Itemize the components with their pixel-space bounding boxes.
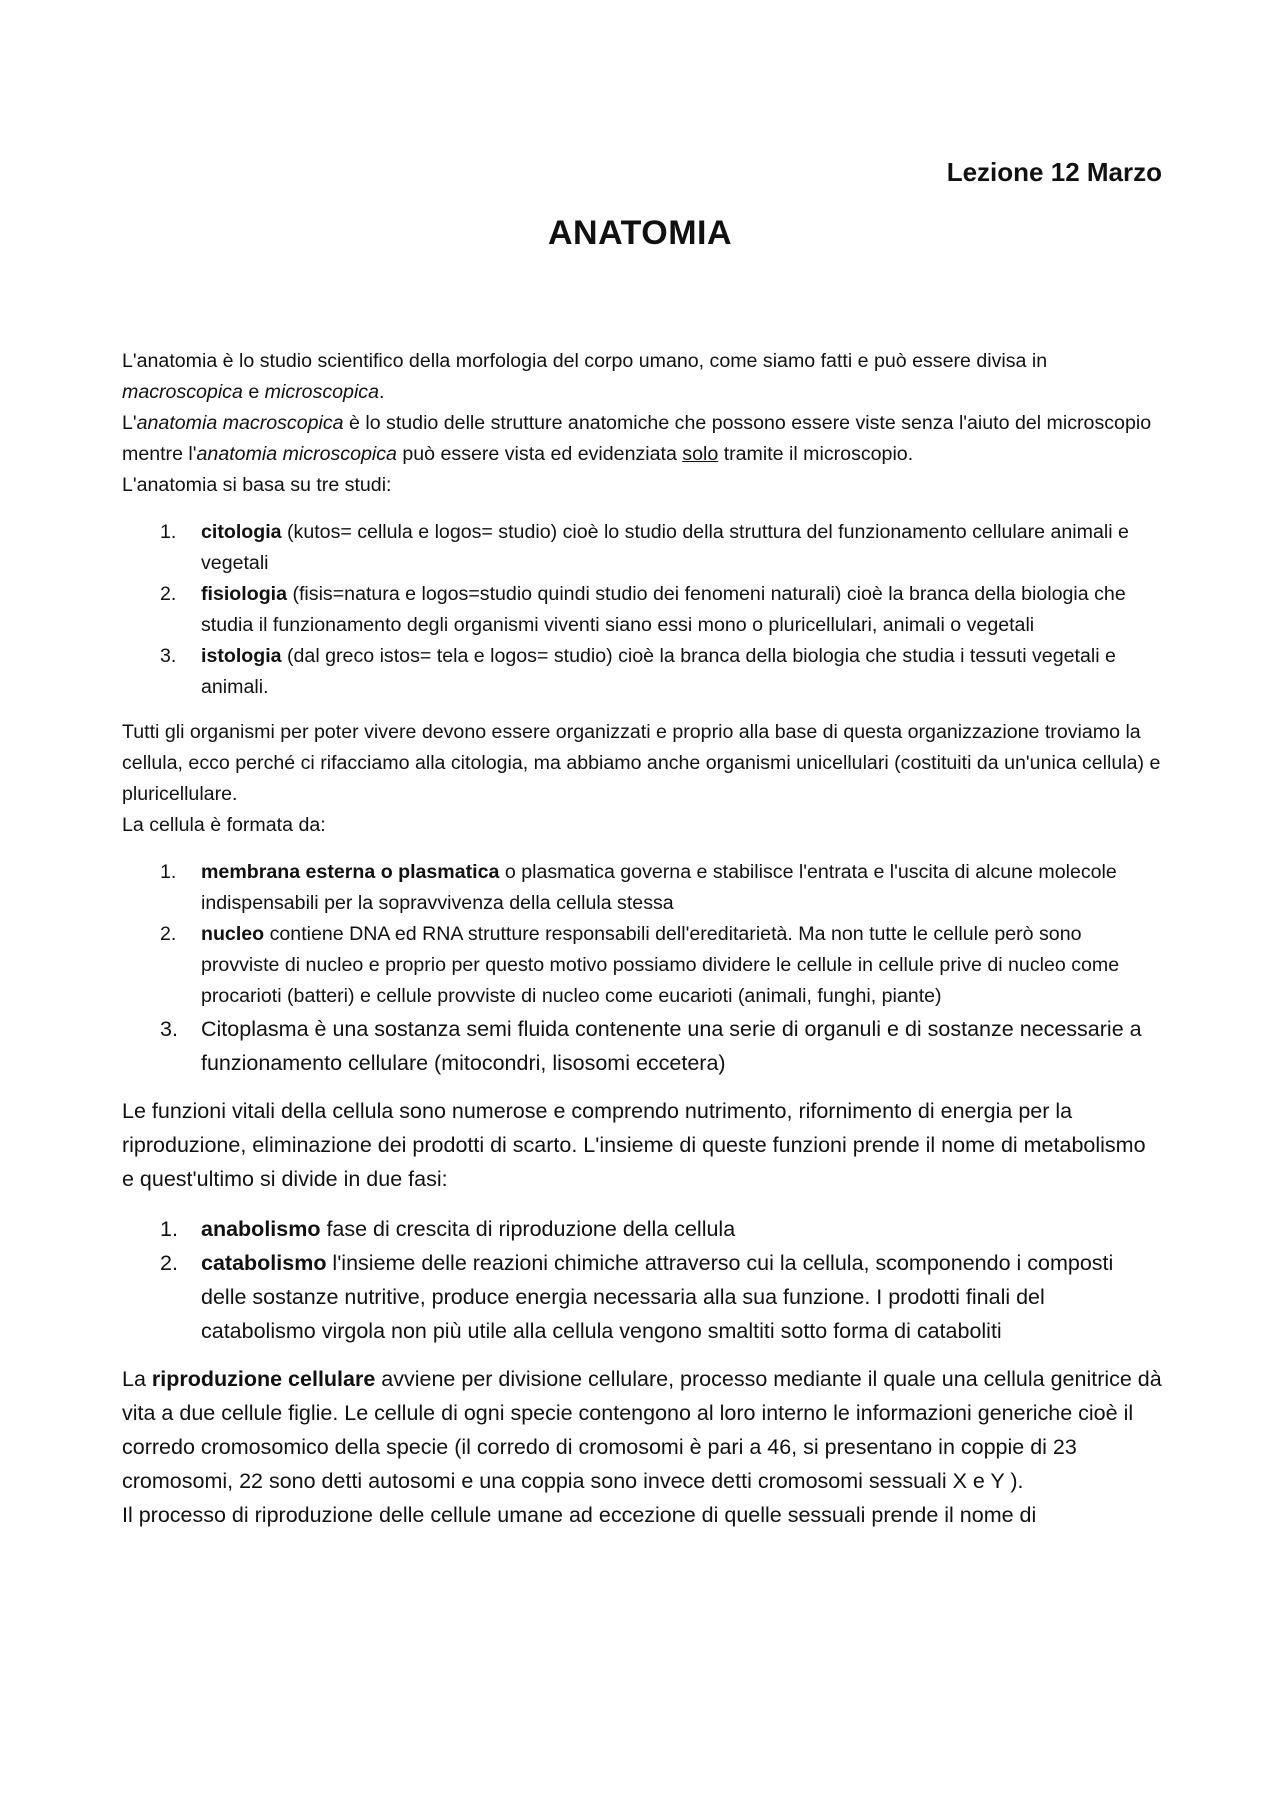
underlined-word: solo — [682, 443, 719, 465]
list-item — [122, 919, 1162, 1012]
text-run: avviene per divisione cellulare, processo mediante il quale una cellula genitrice dà vita a due cellule figlie. Le cellule di ogni specie contengono al loro interno le informazioni generiche cioè il corredo cromosomico della specie (il corredo di cromosomi è pari a 46, si presentano in coppie di 23 cromosomi, 22 sono detti autosomi e una coppia sono invece detti cromosomi sessuali X e Y ). — [122, 1367, 1162, 1493]
list-number: 2. — [160, 583, 177, 605]
intro-paragraph-3: L'anatomia si basa su tre studi: — [122, 474, 392, 496]
list-item-text: l'insieme delle reazioni chimiche attraverso cui la cellula, scomponendo i composti delle sostanze nutritive, produce energia necessaria alla sua funzione. I prodotti finali del catabolismo virgola non più utile alla cellula vengono smaltiti sotto forma di cataboliti — [201, 1251, 1114, 1343]
bold-term: riproduzione cellulare — [151, 1367, 376, 1391]
text-run: La — [122, 1367, 152, 1391]
text-run: L'anatomia è lo studio scientifico della morfologia del corpo umano, come siamo fatti e può essere divisa in — [122, 350, 1048, 372]
bold-term: fisiologia — [201, 583, 288, 605]
list-number: 1. — [160, 861, 177, 883]
list-number: 2. — [160, 923, 177, 945]
list-number: 3. — [160, 645, 177, 667]
list-item — [122, 857, 1162, 919]
list-number: 2. — [160, 1251, 178, 1275]
italic-term: anatomia microscopica — [196, 443, 397, 465]
reproduction-paragraph-2: Il processo di riproduzione delle cellule umane ad eccezione di quelle sessuali prende il nome di — [122, 1503, 1037, 1527]
text-run: . — [379, 381, 385, 403]
lesson-date: Lezione 12 Marzo — [946, 157, 1162, 187]
text-run: L' — [122, 412, 137, 434]
bold-term: anabolismo — [201, 1217, 321, 1241]
list-item — [122, 517, 1162, 579]
italic-term: microscopica — [264, 381, 380, 403]
cell-intro-paragraph-1: Tutti gli organismi per poter vivere devono essere organizzati e proprio alla base di questa organizzazione troviamo la cellula, ecco perché ci rifacciamo alla citologia, ma abbiamo anche organismi unicellulari (costituiti da un'unica cellula) e pluricellulare. — [122, 721, 1161, 805]
list-item — [122, 1212, 1162, 1246]
list-item-text: Citoplasma è una sostanza semi fluida contenente una serie di organuli e di sostanze necessarie a funzionamento cellulare (mitocondri, lisosomi eccetera) — [201, 1017, 1142, 1075]
bold-term: membrana esterna o plasmatica — [201, 861, 500, 883]
list-item-text: (fisis=natura e logos=studio quindi studio dei fenomeni naturali) cioè la branca della biologia che studia il funzionamento degli organismi viventi siano essi mono o pluricellulari, animali o vegetali — [201, 583, 1126, 636]
intro-paragraph-2 — [122, 408, 1162, 470]
bold-term: citologia — [201, 521, 282, 543]
reproduction-paragraph-1 — [122, 1362, 1162, 1498]
text-run: può essere vista ed evidenziata — [396, 443, 683, 465]
list-number: 1. — [160, 521, 177, 543]
bold-term: catabolismo — [201, 1251, 327, 1275]
larger-text-section — [122, 1094, 1162, 1532]
list-number: 1. — [160, 1217, 178, 1241]
document-body — [122, 346, 1162, 1532]
list-item-text: fase di crescita di riproduzione della cellula — [320, 1217, 736, 1241]
studies-list — [122, 517, 1162, 703]
phases-list — [122, 1212, 1162, 1348]
text-run: è lo studio delle strutture anatomiche che possono essere viste senza l'aiuto del microscopio mentre l' — [122, 412, 1152, 465]
list-item-text: contiene DNA ed RNA strutture responsabili dell'ereditarietà. Ma non tutte le cellule però sono provviste di nucleo e proprio per questo motivo possiamo dividere le cellule in cellule prive di nucleo come procarioti (batteri) e cellule provviste di nucleo come eucarioti (animali, funghi, piante) — [201, 923, 1120, 1007]
italic-term: macroscopica — [122, 381, 243, 403]
list-item — [122, 1012, 1162, 1080]
list-item — [122, 579, 1162, 641]
bold-term: nucleo — [201, 923, 265, 945]
document-title: ANATOMIA — [547, 214, 733, 252]
list-item-text: (dal greco istos= tela e logos= studio) cioè la branca della biologia che studia i tessuti vegetali e animali. — [201, 645, 1116, 698]
cell-parts-list — [122, 857, 1162, 1080]
metabolism-paragraph: Le funzioni vitali della cellula sono numerose e comprendo nutrimento, rifornimento di energia per la riproduzione, eliminazione dei prodotti di scarto. L'insieme di queste funzioni prende il nome di metabolismo e quest'ultimo si divide in due fasi: — [122, 1099, 1146, 1191]
list-item-text: o plasmatica governa e stabilisce l'entrata e l'uscita di alcune molecole indispensabili per la sopravvivenza della cellula stessa — [201, 861, 1117, 914]
list-item-text: (kutos= cellula e logos= studio) cioè lo studio della struttura del funzionamento cellulare animali e vegetali — [201, 521, 1129, 574]
cell-intro-paragraph-2: La cellula è formata da: — [122, 814, 326, 836]
list-number: 3. — [160, 1017, 178, 1041]
text-run: e — [242, 381, 265, 403]
italic-term: anatomia macroscopica — [136, 412, 344, 434]
bold-term: istologia — [201, 645, 282, 667]
list-item — [122, 1246, 1162, 1348]
text-run: tramite il microscopio. — [718, 443, 914, 465]
intro-paragraph-1 — [122, 346, 1162, 408]
list-item — [122, 641, 1162, 703]
